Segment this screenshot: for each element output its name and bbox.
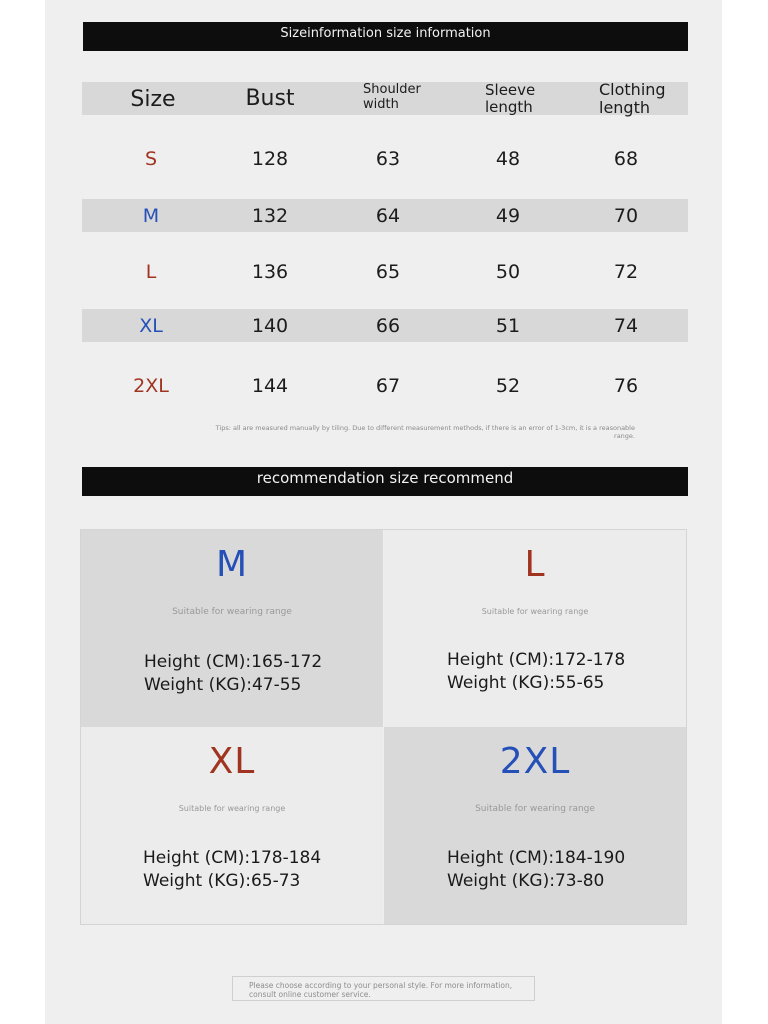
row-bust: 136 <box>251 260 289 283</box>
row-size: M <box>142 204 160 227</box>
tips-line2: range. <box>614 432 635 440</box>
row-size: L <box>145 260 157 283</box>
row-shoulder: 65 <box>375 260 401 283</box>
header-sleeve-line1: Sleeve <box>485 80 536 99</box>
size-recommendation-title: recommendation size recommend <box>256 469 514 487</box>
row-size: XL <box>139 314 163 337</box>
row-length: 68 <box>613 147 639 170</box>
recommend-card-xl <box>81 727 383 924</box>
row-bust: 140 <box>251 314 289 337</box>
footnote-line1: Please choose according to your personal style. For more information, <box>249 981 513 990</box>
recommend-height: Height (CM):178-184 <box>143 848 322 868</box>
row-shoulder: 67 <box>375 374 401 397</box>
recommend-card-m <box>81 530 383 727</box>
table-row <box>82 199 688 232</box>
footnote-line2: consult online customer service. <box>249 990 371 999</box>
tips-line1: Tips: all are measured manually by tiling. Due to different measurement methods, if there is an error of 1-3cm, it is a reasonable <box>215 424 635 432</box>
header-sleeve-line2: length <box>485 97 533 116</box>
recommend-card-l <box>384 530 686 727</box>
header-length-line1: Clothing <box>599 79 666 99</box>
recommend-size: M <box>215 544 249 585</box>
row-sleeve: 50 <box>495 260 521 283</box>
size-information-title: Sizeinformation size information <box>280 26 491 41</box>
recommend-range-note: Suitable for wearing range <box>481 607 589 616</box>
row-shoulder: 66 <box>375 314 401 337</box>
header-size: Size <box>130 87 176 112</box>
row-bust: 132 <box>251 204 289 227</box>
row-bust: 128 <box>251 147 289 170</box>
row-size: 2XL <box>133 374 169 397</box>
size-chart-page <box>45 0 722 1024</box>
recommend-size: 2XL <box>499 741 571 782</box>
recommend-size: L <box>524 544 546 585</box>
table-row <box>82 309 688 342</box>
header-shoulder-line1: Shoulder <box>363 82 421 97</box>
footnote <box>232 976 535 1001</box>
size-information-banner <box>83 22 688 51</box>
row-length: 72 <box>613 260 639 283</box>
recommend-card-2xl <box>384 727 686 924</box>
recommend-range-note: Suitable for wearing range <box>475 804 595 814</box>
recommend-weight: Weight (KG):73-80 <box>447 871 605 891</box>
row-length: 76 <box>613 374 639 397</box>
recommend-range-note: Suitable for wearing range <box>178 804 286 813</box>
table-row <box>82 369 688 402</box>
row-length: 74 <box>613 314 639 337</box>
header-shoulder-line2: width <box>363 97 399 112</box>
row-shoulder: 64 <box>375 204 401 227</box>
header-shoulder-width <box>363 82 443 115</box>
row-bust: 144 <box>251 374 289 397</box>
recommend-height: Height (CM):172-178 <box>447 650 626 670</box>
header-length-line2: length <box>599 97 650 117</box>
recommend-measurements <box>447 847 625 893</box>
recommend-size: XL <box>208 741 256 782</box>
row-sleeve: 52 <box>495 374 521 397</box>
header-bust: Bust <box>245 86 295 111</box>
recommend-measurements <box>447 649 625 695</box>
recommend-weight: Weight (KG):55-65 <box>447 673 605 693</box>
recommend-height: Height (CM):184-190 <box>447 848 626 868</box>
size-recommendation-banner <box>82 467 688 496</box>
row-shoulder: 63 <box>375 147 401 170</box>
row-sleeve: 48 <box>495 147 521 170</box>
table-header-row <box>82 79 688 117</box>
recommend-range-note: Suitable for wearing range <box>172 607 292 617</box>
table-row <box>82 255 688 288</box>
row-sleeve: 49 <box>495 204 521 227</box>
header-clothing-length <box>599 79 679 117</box>
recommend-weight: Weight (KG):65-73 <box>143 871 301 891</box>
recommend-weight: Weight (KG):47-55 <box>144 675 302 695</box>
recommendation-grid <box>80 529 687 925</box>
row-size: S <box>144 147 158 170</box>
row-sleeve: 51 <box>495 314 521 337</box>
table-row <box>82 142 688 175</box>
row-length: 70 <box>613 204 639 227</box>
recommend-measurements <box>144 651 322 697</box>
header-sleeve-length <box>485 82 565 115</box>
recommend-height: Height (CM):165-172 <box>144 652 323 672</box>
measurement-tips <box>143 424 635 440</box>
recommend-measurements <box>143 847 321 893</box>
